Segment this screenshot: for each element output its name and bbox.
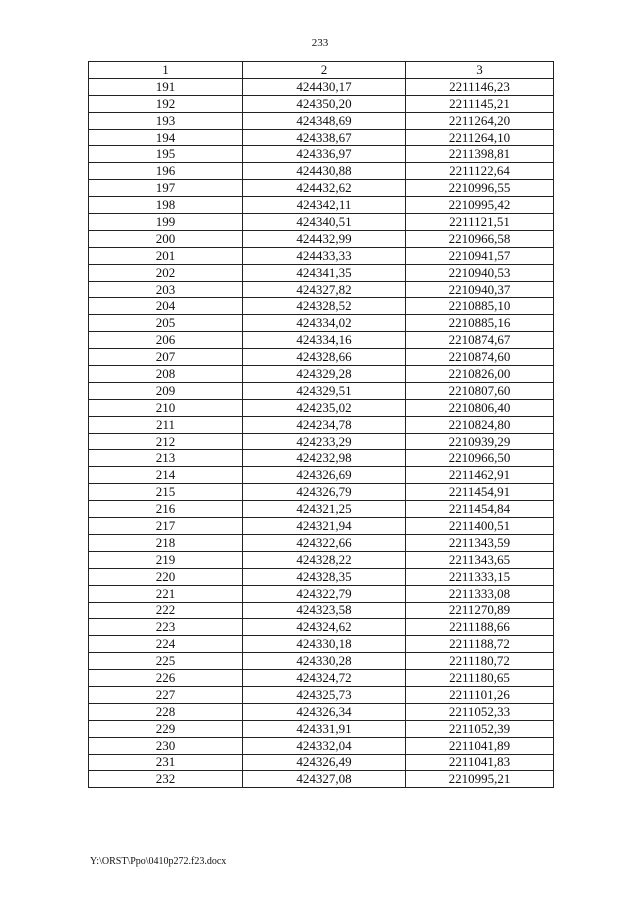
table-cell-col-3: 2211454,84 bbox=[406, 501, 554, 518]
table-cell-col-3: 2211122,64 bbox=[406, 163, 554, 180]
table-cell-col-1: 217 bbox=[89, 518, 243, 535]
table-row bbox=[89, 467, 554, 484]
table-cell-col-1: 192 bbox=[89, 95, 243, 112]
table-cell-col-1: 227 bbox=[89, 686, 243, 703]
table-cell-col-1: 215 bbox=[89, 484, 243, 501]
table-row bbox=[89, 754, 554, 771]
table-row bbox=[89, 737, 554, 754]
table-cell-col-3: 2210940,53 bbox=[406, 264, 554, 281]
table-cell-col-2: 424432,62 bbox=[243, 180, 406, 197]
table-cell-col-2: 424326,49 bbox=[243, 754, 406, 771]
table-cell-col-2: 424323,58 bbox=[243, 602, 406, 619]
table-cell-col-3: 2210996,55 bbox=[406, 180, 554, 197]
table-cell-col-3: 2211146,23 bbox=[406, 78, 554, 95]
table-cell-col-1: 228 bbox=[89, 703, 243, 720]
table-cell-col-3: 2210966,50 bbox=[406, 450, 554, 467]
table-cell-col-1: 223 bbox=[89, 619, 243, 636]
table-cell-col-2: 424330,28 bbox=[243, 653, 406, 670]
table-row bbox=[89, 484, 554, 501]
table-row bbox=[89, 78, 554, 95]
table-row bbox=[89, 366, 554, 383]
table-row bbox=[89, 180, 554, 197]
table-cell-col-2: 424331,91 bbox=[243, 720, 406, 737]
table-cell-col-1: 226 bbox=[89, 670, 243, 687]
table-cell-col-1: 191 bbox=[89, 78, 243, 95]
table-row bbox=[89, 551, 554, 568]
table-cell-col-2: 424235,02 bbox=[243, 399, 406, 416]
table-row bbox=[89, 298, 554, 315]
table-cell-col-3: 2210939,29 bbox=[406, 433, 554, 450]
table-cell-col-1: 195 bbox=[89, 146, 243, 163]
table-cell-col-2: 424329,28 bbox=[243, 366, 406, 383]
table-row bbox=[89, 670, 554, 687]
table-row bbox=[89, 518, 554, 535]
table-row bbox=[89, 501, 554, 518]
table-cell-col-2: 424341,35 bbox=[243, 264, 406, 281]
table-cell-col-1: 220 bbox=[89, 568, 243, 585]
table-cell-col-3: 2210874,67 bbox=[406, 332, 554, 349]
column-header-3: 3 bbox=[406, 62, 554, 79]
table-cell-col-3: 2211398,81 bbox=[406, 146, 554, 163]
table-cell-col-1: 213 bbox=[89, 450, 243, 467]
table-cell-col-1: 193 bbox=[89, 112, 243, 129]
table-cell-col-2: 424327,08 bbox=[243, 771, 406, 788]
table-cell-col-1: 202 bbox=[89, 264, 243, 281]
table-row bbox=[89, 720, 554, 737]
table-cell-col-2: 424328,66 bbox=[243, 349, 406, 366]
table-header-row bbox=[89, 62, 554, 79]
table-cell-col-2: 424348,69 bbox=[243, 112, 406, 129]
table-row bbox=[89, 602, 554, 619]
table-cell-col-3: 2211041,83 bbox=[406, 754, 554, 771]
table-cell-col-2: 424324,62 bbox=[243, 619, 406, 636]
table-cell-col-1: 225 bbox=[89, 653, 243, 670]
table-cell-col-1: 214 bbox=[89, 467, 243, 484]
table-cell-col-2: 424233,29 bbox=[243, 433, 406, 450]
table-cell-col-2: 424328,35 bbox=[243, 568, 406, 585]
table-cell-col-2: 424328,22 bbox=[243, 551, 406, 568]
table-cell-col-3: 2211264,20 bbox=[406, 112, 554, 129]
table-cell-col-1: 201 bbox=[89, 247, 243, 264]
table-cell-col-1: 218 bbox=[89, 534, 243, 551]
table-row bbox=[89, 771, 554, 788]
table-cell-col-1: 206 bbox=[89, 332, 243, 349]
table-row bbox=[89, 315, 554, 332]
table-cell-col-2: 424340,51 bbox=[243, 214, 406, 231]
table-row bbox=[89, 247, 554, 264]
table-row bbox=[89, 433, 554, 450]
table-cell-col-3: 2211333,08 bbox=[406, 585, 554, 602]
table-cell-col-3: 2211180,72 bbox=[406, 653, 554, 670]
page-number: 233 bbox=[311, 37, 329, 49]
table-cell-col-2: 424336,97 bbox=[243, 146, 406, 163]
table-cell-col-1: 197 bbox=[89, 180, 243, 197]
table-cell-col-2: 424433,33 bbox=[243, 247, 406, 264]
table-row bbox=[89, 568, 554, 585]
table-row bbox=[89, 619, 554, 636]
footer-file-path: Y:\ORST\Ppo\0410p272.f23.docx bbox=[90, 856, 227, 867]
table-cell-col-3: 2210940,37 bbox=[406, 281, 554, 298]
table-cell-col-1: 221 bbox=[89, 585, 243, 602]
table-cell-col-3: 2211101,26 bbox=[406, 686, 554, 703]
table-cell-col-3: 2211454,91 bbox=[406, 484, 554, 501]
table-cell-col-1: 204 bbox=[89, 298, 243, 315]
table-cell-col-3: 2211333,15 bbox=[406, 568, 554, 585]
table-cell-col-2: 424328,52 bbox=[243, 298, 406, 315]
table-cell-col-3: 2211145,21 bbox=[406, 95, 554, 112]
table-cell-col-3: 2211400,51 bbox=[406, 518, 554, 535]
table-cell-col-1: 199 bbox=[89, 214, 243, 231]
table-cell-col-2: 424325,73 bbox=[243, 686, 406, 703]
table-cell-col-3: 2210941,57 bbox=[406, 247, 554, 264]
table-cell-col-2: 424334,02 bbox=[243, 315, 406, 332]
table-cell-col-2: 424326,79 bbox=[243, 484, 406, 501]
table-cell-col-2: 424432,99 bbox=[243, 230, 406, 247]
table-cell-col-1: 230 bbox=[89, 737, 243, 754]
table-cell-col-2: 424332,04 bbox=[243, 737, 406, 754]
table-row bbox=[89, 230, 554, 247]
coordinates-table bbox=[88, 61, 554, 788]
table-cell-col-2: 424321,25 bbox=[243, 501, 406, 518]
table-cell-col-1: 203 bbox=[89, 281, 243, 298]
table-cell-col-3: 2211188,66 bbox=[406, 619, 554, 636]
table-cell-col-3: 2210826,00 bbox=[406, 366, 554, 383]
table-cell-col-3: 2211121,51 bbox=[406, 214, 554, 231]
table-row bbox=[89, 703, 554, 720]
table-row bbox=[89, 686, 554, 703]
table-cell-col-3: 2211052,39 bbox=[406, 720, 554, 737]
table-cell-col-2: 424338,67 bbox=[243, 129, 406, 146]
table-cell-col-3: 2211180,65 bbox=[406, 670, 554, 687]
table-cell-col-3: 2211270,89 bbox=[406, 602, 554, 619]
table-cell-col-3: 2210966,58 bbox=[406, 230, 554, 247]
table-cell-col-1: 198 bbox=[89, 197, 243, 214]
table-cell-col-3: 2210807,60 bbox=[406, 382, 554, 399]
table-cell-col-1: 205 bbox=[89, 315, 243, 332]
table-row bbox=[89, 129, 554, 146]
table-row bbox=[89, 197, 554, 214]
table-cell-col-1: 212 bbox=[89, 433, 243, 450]
table-cell-col-2: 424326,34 bbox=[243, 703, 406, 720]
table-cell-col-2: 424330,18 bbox=[243, 636, 406, 653]
table-cell-col-3: 2210806,40 bbox=[406, 399, 554, 416]
table-cell-col-2: 424324,72 bbox=[243, 670, 406, 687]
table-cell-col-3: 2211041,89 bbox=[406, 737, 554, 754]
table-cell-col-1: 219 bbox=[89, 551, 243, 568]
table-cell-col-2: 424430,88 bbox=[243, 163, 406, 180]
table-cell-col-3: 2211052,33 bbox=[406, 703, 554, 720]
table-cell-col-3: 2211343,59 bbox=[406, 534, 554, 551]
table-cell-col-2: 424430,17 bbox=[243, 78, 406, 95]
table-row bbox=[89, 450, 554, 467]
table-row bbox=[89, 534, 554, 551]
table-cell-col-2: 424342,11 bbox=[243, 197, 406, 214]
table-row bbox=[89, 332, 554, 349]
table-cell-col-3: 2210995,21 bbox=[406, 771, 554, 788]
table-row bbox=[89, 112, 554, 129]
table-row bbox=[89, 264, 554, 281]
table-cell-col-3: 2210995,42 bbox=[406, 197, 554, 214]
column-header-1: 1 bbox=[89, 62, 243, 79]
table-row bbox=[89, 416, 554, 433]
table-cell-col-1: 207 bbox=[89, 349, 243, 366]
table-row bbox=[89, 281, 554, 298]
table-cell-col-2: 424334,16 bbox=[243, 332, 406, 349]
table-cell-col-2: 424322,66 bbox=[243, 534, 406, 551]
table-cell-col-3: 2211188,72 bbox=[406, 636, 554, 653]
table-row bbox=[89, 382, 554, 399]
table-cell-col-1: 208 bbox=[89, 366, 243, 383]
table-row bbox=[89, 585, 554, 602]
table-row bbox=[89, 163, 554, 180]
table-cell-col-1: 222 bbox=[89, 602, 243, 619]
table-row bbox=[89, 399, 554, 416]
table-cell-col-1: 200 bbox=[89, 230, 243, 247]
table-cell-col-1: 209 bbox=[89, 382, 243, 399]
table-cell-col-3: 2211264,10 bbox=[406, 129, 554, 146]
table-row bbox=[89, 653, 554, 670]
table-cell-col-1: 229 bbox=[89, 720, 243, 737]
table-cell-col-3: 2211462,91 bbox=[406, 467, 554, 484]
table-cell-col-3: 2211343,65 bbox=[406, 551, 554, 568]
table-cell-col-3: 2210885,10 bbox=[406, 298, 554, 315]
table-cell-col-2: 424327,82 bbox=[243, 281, 406, 298]
table-row bbox=[89, 636, 554, 653]
table-cell-col-2: 424329,51 bbox=[243, 382, 406, 399]
table-cell-col-3: 2210824,80 bbox=[406, 416, 554, 433]
table-cell-col-1: 216 bbox=[89, 501, 243, 518]
table-cell-col-2: 424350,20 bbox=[243, 95, 406, 112]
table-cell-col-1: 224 bbox=[89, 636, 243, 653]
table-cell-col-2: 424232,98 bbox=[243, 450, 406, 467]
table-cell-col-1: 210 bbox=[89, 399, 243, 416]
table-cell-col-1: 211 bbox=[89, 416, 243, 433]
table-cell-col-1: 196 bbox=[89, 163, 243, 180]
table-cell-col-2: 424326,69 bbox=[243, 467, 406, 484]
table-cell-col-3: 2210874,60 bbox=[406, 349, 554, 366]
table-cell-col-1: 194 bbox=[89, 129, 243, 146]
table-cell-col-1: 232 bbox=[89, 771, 243, 788]
table-body bbox=[89, 78, 554, 787]
table-row bbox=[89, 349, 554, 366]
column-header-2: 2 bbox=[243, 62, 406, 79]
table-cell-col-2: 424321,94 bbox=[243, 518, 406, 535]
table-row bbox=[89, 146, 554, 163]
table-cell-col-1: 231 bbox=[89, 754, 243, 771]
table-cell-col-2: 424322,79 bbox=[243, 585, 406, 602]
table-row bbox=[89, 95, 554, 112]
table-row bbox=[89, 214, 554, 231]
table-cell-col-3: 2210885,16 bbox=[406, 315, 554, 332]
table-cell-col-2: 424234,78 bbox=[243, 416, 406, 433]
